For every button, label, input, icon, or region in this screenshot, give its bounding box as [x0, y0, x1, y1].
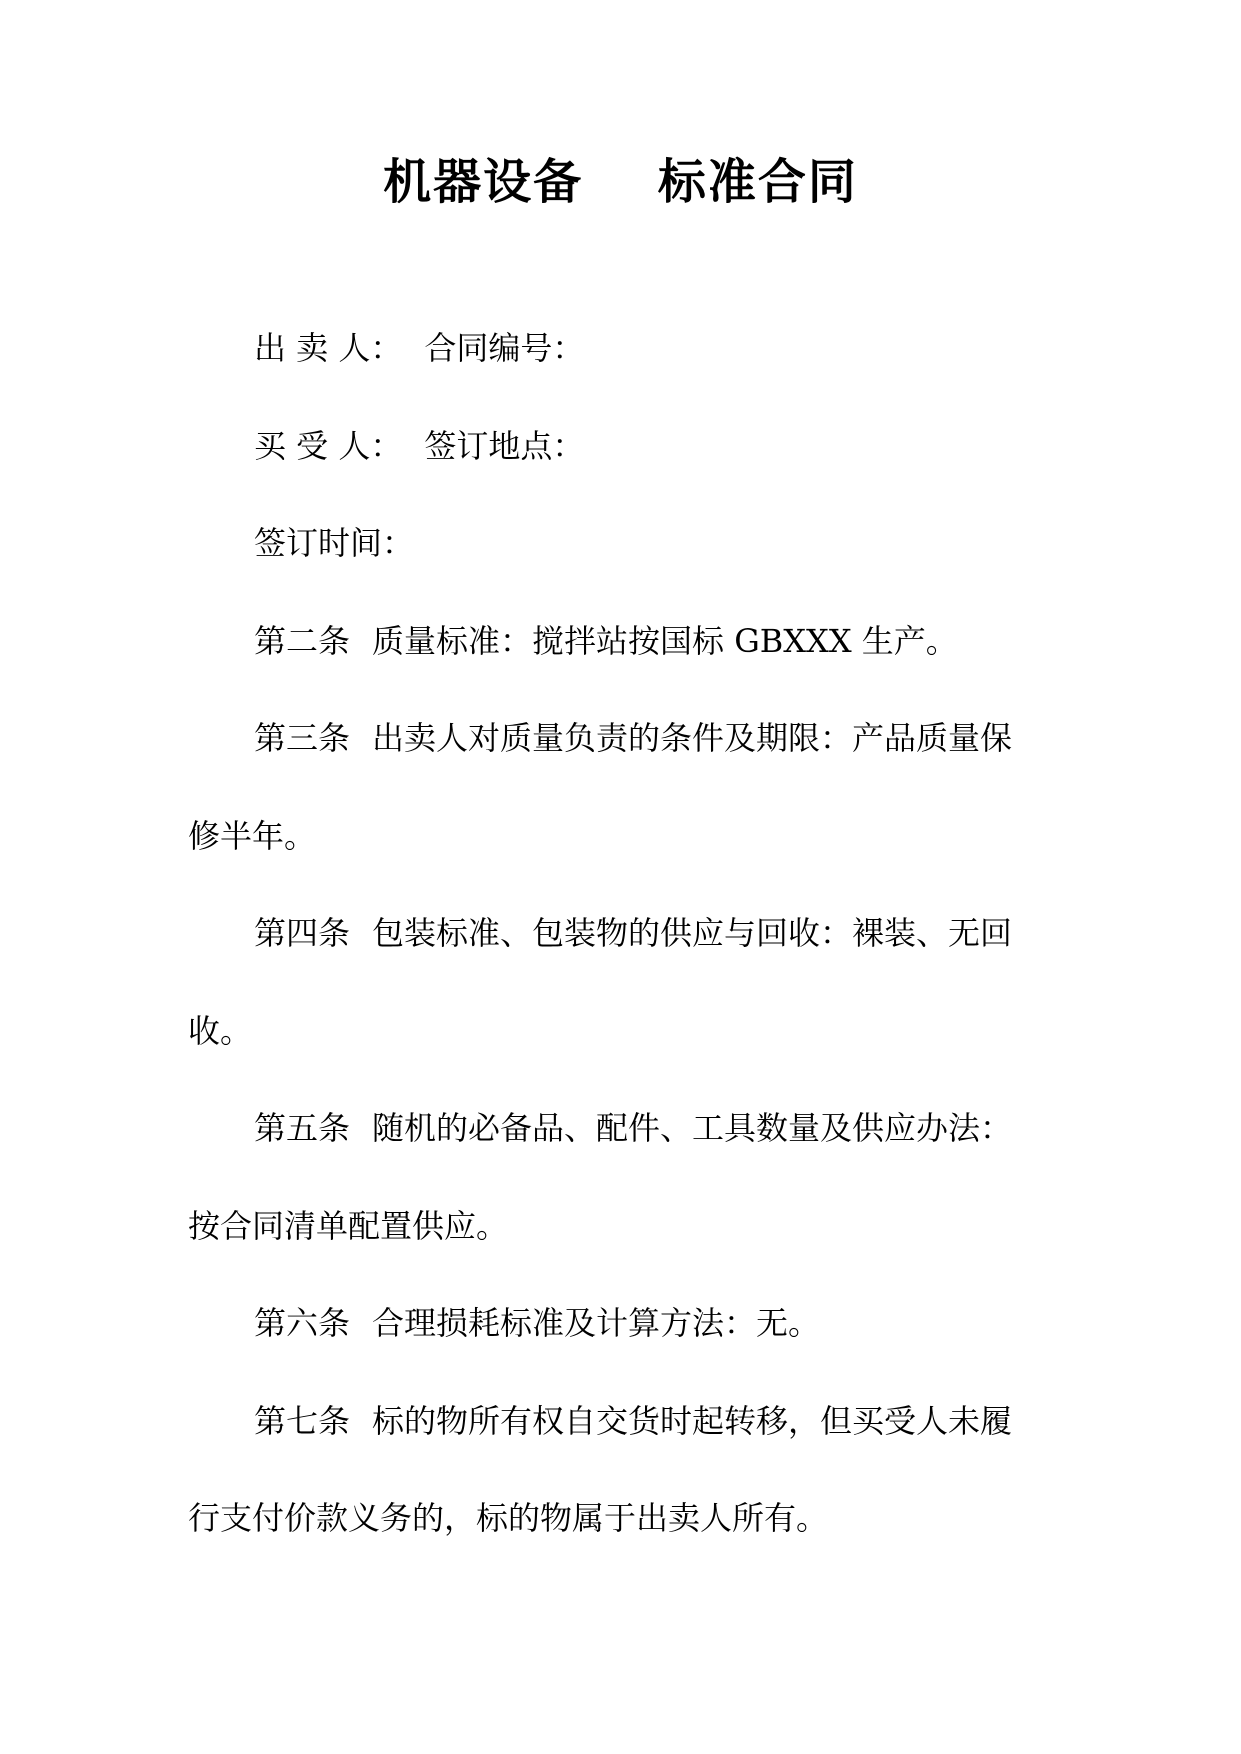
article-4-continuation [188, 983, 1038, 1081]
article-text: 标的物所有权自交货时起转移，但买受人未履 [372, 1401, 1013, 1440]
article-text: 出卖人对质量负责的条件及期限：产品质量保 [372, 719, 1013, 757]
seller-label: 出 卖 人： [254, 329, 403, 367]
article-2 [188, 593, 1038, 691]
sign-time-label: 签订时间： [254, 524, 415, 562]
sign-time-line [188, 495, 1038, 593]
article-number: 第三条 [254, 719, 351, 757]
article-3-continuation [188, 788, 1038, 886]
article-number: 第七条 [254, 1401, 351, 1440]
buyer-label: 买 受 人： [254, 426, 403, 465]
article-7 [188, 1373, 1038, 1471]
seller-line [188, 300, 1038, 398]
article-number: 第六条 [254, 1304, 351, 1342]
article-text: 包装标准、包装物的供应与回收：裸装、无回 [372, 914, 1013, 952]
article-number: 第四条 [254, 914, 351, 952]
article-text: 修半年。 [188, 816, 317, 855]
article-number: 第二条 [254, 621, 351, 660]
article-7-continuation [188, 1470, 1038, 1568]
article-4 [188, 885, 1038, 983]
article-text: 随机的必备品、配件、工具数量及供应办法： [372, 1109, 1013, 1147]
document-body [188, 300, 1038, 1568]
article-5 [188, 1080, 1038, 1178]
sign-place-label: 签订地点： [424, 426, 585, 465]
article-6 [188, 1275, 1038, 1373]
article-3 [188, 690, 1038, 788]
article-number: 第五条 [254, 1109, 351, 1147]
article-text: 合理损耗标准及计算方法：无。 [372, 1304, 821, 1342]
article-text: 按合同清单配置供应。 [188, 1206, 509, 1245]
article-text: 收。 [188, 1011, 253, 1050]
article-text: 质量标准：搅拌站按国标 GBXXX 生产。 [372, 621, 958, 660]
article-text: 行支付价款义务的，标的物属于出卖人所有。 [188, 1499, 829, 1537]
buyer-line [188, 398, 1038, 496]
document-title: 机器设备 标准合同 [383, 154, 858, 210]
contract-no-label: 合同编号： [424, 329, 585, 367]
article-5-continuation [188, 1178, 1038, 1276]
